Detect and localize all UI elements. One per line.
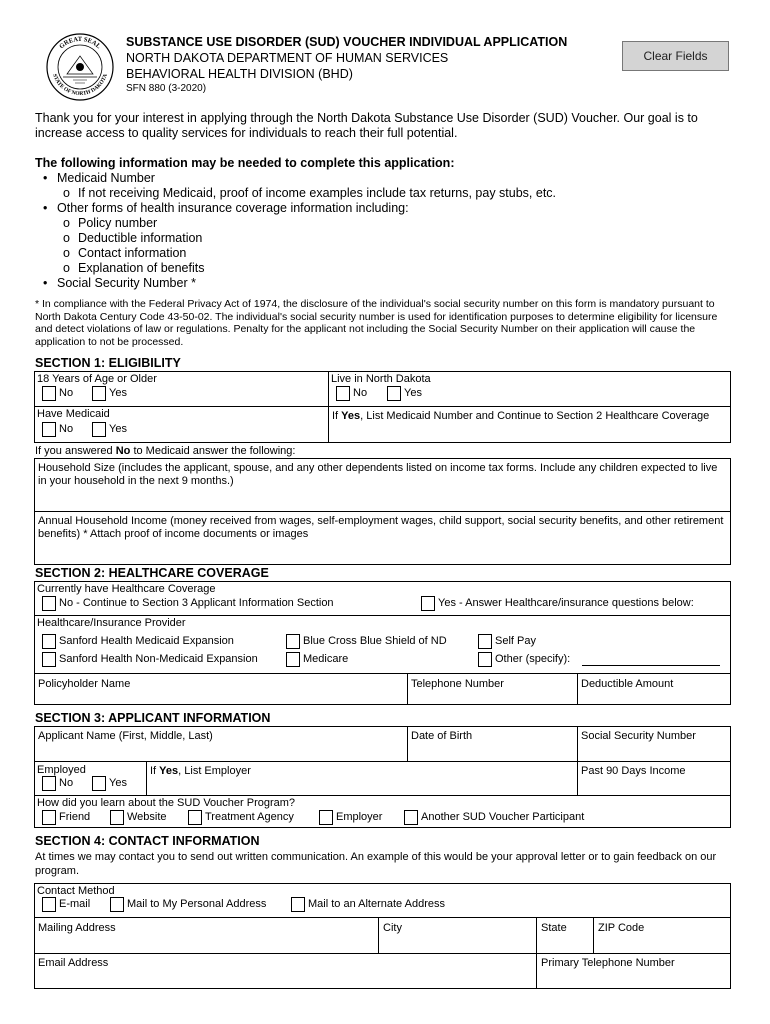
employer-field[interactable] bbox=[150, 765, 251, 777]
text: , List Medicaid Number and Continue to Section 2 Healthcare Coverage bbox=[360, 410, 710, 422]
contact-method-label: Contact Method bbox=[37, 885, 115, 897]
household-size-field[interactable]: Household Size (includes the applicant, spouse, and any other dependents listed on income tax forms. Include any children expected to live in your household in the next 9 months.) bbox=[38, 462, 718, 487]
coverage-yes-label: Yes - Answer Healthcare/insurance questions below: bbox=[438, 597, 694, 609]
needed-other-item: Explanation of benefits bbox=[78, 261, 205, 275]
needed-medicaid-sub: If not receiving Medicaid, proof of income examples include tax returns, pay stubs, etc. bbox=[78, 186, 557, 200]
learn-friend-checkbox[interactable] bbox=[42, 810, 56, 825]
form-number: SFN 880 (3-2020) bbox=[126, 83, 207, 94]
divider bbox=[328, 371, 329, 443]
medicaid-no-checkbox[interactable] bbox=[42, 422, 56, 437]
coverage-no-checkbox[interactable] bbox=[42, 596, 56, 611]
city-field[interactable]: City bbox=[383, 922, 402, 934]
learn-agency-checkbox[interactable] bbox=[188, 810, 202, 825]
nd-no-checkbox[interactable] bbox=[336, 386, 350, 401]
provider-checkbox[interactable] bbox=[478, 634, 492, 649]
contact-alternate-address-checkbox[interactable] bbox=[291, 897, 305, 912]
age-yes-label: Yes bbox=[109, 387, 127, 399]
state-field[interactable]: State bbox=[541, 922, 567, 934]
text: , List Employer bbox=[178, 765, 251, 777]
divider bbox=[146, 761, 147, 795]
divider bbox=[34, 953, 731, 954]
learn-option-label: Treatment Agency bbox=[205, 811, 294, 823]
medicaid-yes-checkbox[interactable] bbox=[92, 422, 106, 437]
contact-email-checkbox[interactable] bbox=[42, 897, 56, 912]
telephone-field[interactable]: Telephone Number bbox=[411, 678, 504, 690]
nd-yes-label: Yes bbox=[404, 387, 422, 399]
svg-text:STATE OF NORTH DAKOTA: STATE OF NORTH DAKOTA bbox=[51, 73, 109, 98]
currently-coverage-label: Currently have Healthcare Coverage bbox=[37, 583, 216, 595]
email-field[interactable]: Email Address bbox=[38, 957, 109, 969]
provider-checkbox[interactable] bbox=[286, 634, 300, 649]
circle-bullet-icon: o bbox=[63, 216, 70, 230]
divider bbox=[34, 615, 731, 616]
needed-other-item: Deductible information bbox=[78, 231, 203, 245]
nd-label: Live in North Dakota bbox=[331, 373, 431, 385]
divider bbox=[34, 673, 731, 674]
age-no-checkbox[interactable] bbox=[42, 386, 56, 401]
provider-label-option: Sanford Health Medicaid Expansion bbox=[59, 635, 234, 647]
section2-title: SECTION 2: HEALTHCARE COVERAGE bbox=[35, 566, 269, 580]
bullet-icon: • bbox=[43, 201, 48, 215]
income-field[interactable]: Past 90 Days Income bbox=[581, 765, 686, 777]
clear-fields-button[interactable]: Clear Fields bbox=[622, 41, 729, 71]
provider-checkbox[interactable] bbox=[286, 652, 300, 667]
employed-label: Employed bbox=[37, 764, 86, 776]
learn-label: How did you learn about the SUD Voucher Program? bbox=[37, 797, 296, 809]
learn-option-label: Employer bbox=[336, 811, 383, 823]
provider-checkbox[interactable] bbox=[42, 634, 56, 649]
contact-method-option: E-mail bbox=[59, 898, 91, 910]
divider bbox=[34, 761, 731, 762]
text: to Medicaid answer the following: bbox=[130, 445, 296, 457]
needed-medicaid: Medicaid Number bbox=[57, 171, 155, 185]
provider-label-option: Blue Cross Blue Shield of ND bbox=[303, 635, 447, 647]
circle-bullet-icon: o bbox=[63, 246, 70, 260]
needed-other-item: Policy number bbox=[78, 216, 158, 230]
age-label: 18 Years of Age or Older bbox=[37, 373, 157, 385]
mailing-address-field[interactable]: Mailing Address bbox=[38, 922, 116, 934]
department-name: NORTH DAKOTA DEPARTMENT OF HUMAN SERVICES bbox=[126, 51, 449, 65]
age-no-label: No bbox=[59, 387, 74, 399]
employed-no-checkbox[interactable] bbox=[42, 776, 56, 791]
learn-option-label: Friend bbox=[59, 811, 91, 823]
employed-yes-label: Yes bbox=[109, 777, 127, 789]
household-income-field[interactable]: Annual Household Income (money received from wages, self-employment wages, child support, social security benefits, and other retirement benefits) * Attach proof of income documents or images bbox=[38, 515, 724, 540]
coverage-no-label: No - Continue to Section 3 Applicant Information Section bbox=[59, 597, 334, 609]
text-bold: Yes bbox=[159, 765, 179, 777]
learn-website-checkbox[interactable] bbox=[110, 810, 124, 825]
employed-no-label: No bbox=[59, 777, 74, 789]
learn-participant-checkbox[interactable] bbox=[404, 810, 418, 825]
divider bbox=[536, 917, 537, 989]
bullet-icon: • bbox=[43, 276, 48, 290]
text: If bbox=[150, 765, 160, 777]
section3-title: SECTION 3: APPLICANT INFORMATION bbox=[35, 711, 271, 725]
divider bbox=[577, 673, 578, 705]
bullet-icon: • bbox=[43, 171, 48, 185]
learn-employer-checkbox[interactable] bbox=[319, 810, 333, 825]
coverage-yes-checkbox[interactable] bbox=[421, 596, 435, 611]
divider bbox=[378, 917, 379, 953]
provider-label-option: Sanford Health Non-Medicaid Expansion bbox=[59, 653, 258, 665]
provider-label-option: Other (specify): bbox=[495, 653, 571, 665]
medicaid-label: Have Medicaid bbox=[37, 408, 110, 420]
deductible-field[interactable]: Deductible Amount bbox=[581, 678, 674, 690]
provider-label-option: Self Pay bbox=[495, 635, 536, 647]
division-name: BEHAVIORAL HEALTH DIVISION (BHD) bbox=[126, 67, 353, 81]
provider-label: Healthcare/Insurance Provider bbox=[37, 617, 186, 629]
section1-title: SECTION 1: ELIGIBILITY bbox=[35, 356, 181, 370]
divider bbox=[593, 917, 594, 953]
applicant-name-field[interactable]: Applicant Name (First, Middle, Last) bbox=[38, 730, 213, 742]
divider bbox=[407, 673, 408, 705]
contact-description: At times we may contact you to send out written communication. An example of this would be your approval letter or to gain feedback on our program. bbox=[35, 851, 717, 877]
divider bbox=[34, 917, 731, 918]
medicaid-number-field[interactable] bbox=[332, 410, 709, 422]
needed-info-title: The following information may be needed to complete this application: bbox=[35, 156, 455, 170]
zip-field[interactable]: ZIP Code bbox=[598, 922, 645, 934]
learn-option-label: Another SUD Voucher Participant bbox=[421, 811, 585, 823]
contact-method-option: Mail to My Personal Address bbox=[127, 898, 267, 910]
divider bbox=[34, 795, 731, 796]
circle-bullet-icon: o bbox=[63, 231, 70, 245]
text-bold: No bbox=[115, 445, 131, 457]
divider bbox=[577, 726, 578, 795]
privacy-notice: * In compliance with the Federal Privacy Act of 1974, the disclosure of the individual's social security number on this form is mandatory pursuant to North Dakota Century Code 43-50-02. The individual's social security number is used for identification purposes to determine eligibility for licensure and detect violations of law or regulations. Penalty for the applicant not including the Social Security Number on their application will cause the application to not be processed. bbox=[35, 298, 718, 348]
divider bbox=[407, 726, 408, 761]
provider-checkbox[interactable] bbox=[478, 652, 492, 667]
divider bbox=[34, 406, 731, 407]
text-bold: Yes bbox=[341, 410, 361, 422]
section4-title: SECTION 4: CONTACT INFORMATION bbox=[35, 834, 260, 848]
text: If you answered bbox=[35, 445, 116, 457]
provider-label-option: Medicare bbox=[303, 653, 349, 665]
employed-yes-checkbox[interactable] bbox=[92, 776, 106, 791]
dob-field[interactable]: Date of Birth bbox=[411, 730, 473, 742]
divider bbox=[34, 511, 731, 512]
age-yes-checkbox[interactable] bbox=[92, 386, 106, 401]
needed-other: Other forms of health insurance coverage information including: bbox=[57, 201, 409, 215]
if-no-medicaid-instruction bbox=[35, 445, 295, 457]
nd-no-label: No bbox=[353, 387, 368, 399]
ssn-field[interactable]: Social Security Number bbox=[581, 730, 696, 742]
policyholder-field[interactable]: Policyholder Name bbox=[38, 678, 131, 690]
nd-yes-checkbox[interactable] bbox=[387, 386, 401, 401]
circle-bullet-icon: o bbox=[63, 261, 70, 275]
intro-text: Thank you for your interest in applying through the North Dakota Substance Use Disorder (SUD) Voucher. Our goal is to increase access to quality services for individuals to reach their full potential. bbox=[35, 111, 698, 140]
medicaid-no-label: No bbox=[59, 423, 74, 435]
learn-option-label: Website bbox=[127, 811, 167, 823]
phone-field[interactable]: Primary Telephone Number bbox=[541, 957, 675, 969]
circle-bullet-icon: o bbox=[63, 186, 70, 200]
state-seal-logo bbox=[45, 32, 115, 102]
other-specify-input[interactable] bbox=[582, 665, 720, 666]
text: If bbox=[332, 410, 342, 422]
contact-personal-address-checkbox[interactable] bbox=[110, 897, 124, 912]
provider-checkbox[interactable] bbox=[42, 652, 56, 667]
form-title: SUBSTANCE USE DISORDER (SUD) VOUCHER INDIVIDUAL APPLICATION bbox=[126, 35, 568, 49]
medicaid-yes-label: Yes bbox=[109, 423, 127, 435]
needed-ssn: Social Security Number * bbox=[57, 276, 196, 290]
needed-other-item: Contact information bbox=[78, 246, 187, 260]
contact-method-option: Mail to an Alternate Address bbox=[308, 898, 445, 910]
svg-text:GREAT SEAL: GREAT SEAL bbox=[58, 35, 102, 51]
